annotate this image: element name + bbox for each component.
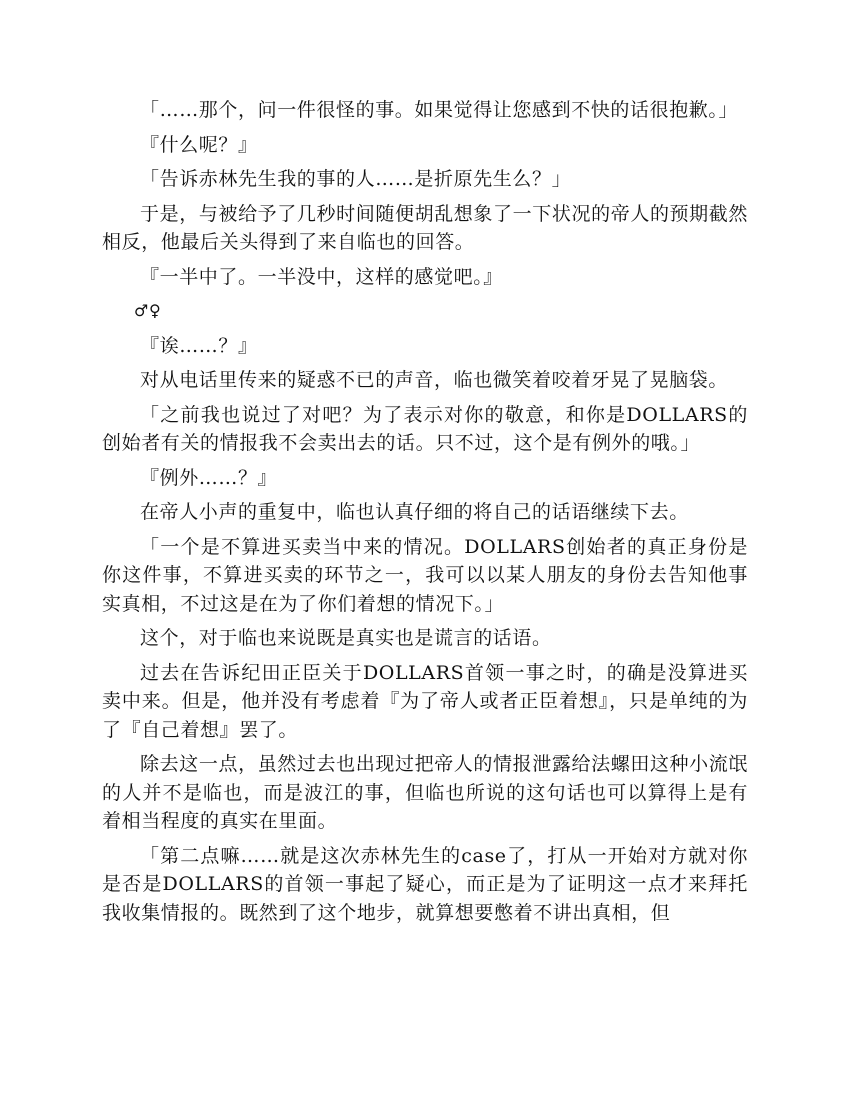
dialogue-paragraph: 『一半中了。一半没中，这样的感觉吧。』 bbox=[140, 265, 503, 288]
narration-paragraph: 过去在告诉纪田正臣关于DOLLARS首领一事之时，的确是没算进买卖中来。但是，他并没有考虑着『为了帝人或者正臣着想』，只是单纯的为了『自己着想』罢了。 bbox=[102, 661, 748, 741]
dialogue-paragraph: 『例外……？』 bbox=[140, 466, 278, 489]
dialogue-paragraph: 「一个是不算进买卖当中来的情况。DOLLARS创始者的真正身份是你这件事，不算进买卖的环节之一，我可以以某人朋友的身份去告知他事实真相，不过这是在为了你们着想的情况下。」 bbox=[102, 535, 748, 615]
narration-paragraph: 除去这一点，虽然过去也出现过把帝人的情报泄露给法螺田这种小流氓的人并不是临也，而是波江的事，但临也所说的这句话也可以算得上是有着相当程度的真实在里面。 bbox=[102, 753, 748, 832]
dialogue-paragraph: 「之前我也说过了对吧？为了表示对你的敬意，和你是DOLLARS的创始者有关的情报我不会卖出去的话。只不过，这个是有例外的哦。」 bbox=[102, 403, 748, 454]
dialogue-paragraph: 『诶……？』 bbox=[140, 334, 258, 357]
scene-break-symbol: ♂♀ bbox=[134, 301, 162, 320]
document-page bbox=[102, 96, 748, 933]
narration-paragraph: 在帝人小声的重复中，临也认真仔细的将自己的话语继续下去。 bbox=[140, 501, 689, 523]
narration-paragraph: 于是，与被给予了几秒时间随便胡乱想象了一下状况的帝人的预期截然相反，他最后关头得到了来自临也的回答。 bbox=[102, 202, 748, 253]
dialogue-paragraph: 「……那个，问一件很怪的事。如果觉得让您感到不快的话很抱歉。」 bbox=[140, 99, 739, 121]
narration-paragraph: 这个，对于临也来说既是真实也是谎言的话语。 bbox=[140, 627, 552, 649]
dialogue-paragraph: 「告诉赤林先生我的事的人……是折原先生么？」 bbox=[140, 168, 572, 190]
narration-paragraph: 对从电话里传来的疑惑不已的声音，临也微笑着咬着牙晃了晃脑袋。 bbox=[140, 369, 729, 391]
dialogue-paragraph: 「第二点嘛……就是这次赤林先生的case了，打从一开始对方就对你是否是DOLLARS的首领一事起了疑心，而正是为了证明这一点才来拜托我收集情报的。既然到了这个地步，就算想要憋着不讲出真相，但 bbox=[102, 844, 748, 924]
dialogue-paragraph: 『什么呢？』 bbox=[140, 133, 258, 156]
